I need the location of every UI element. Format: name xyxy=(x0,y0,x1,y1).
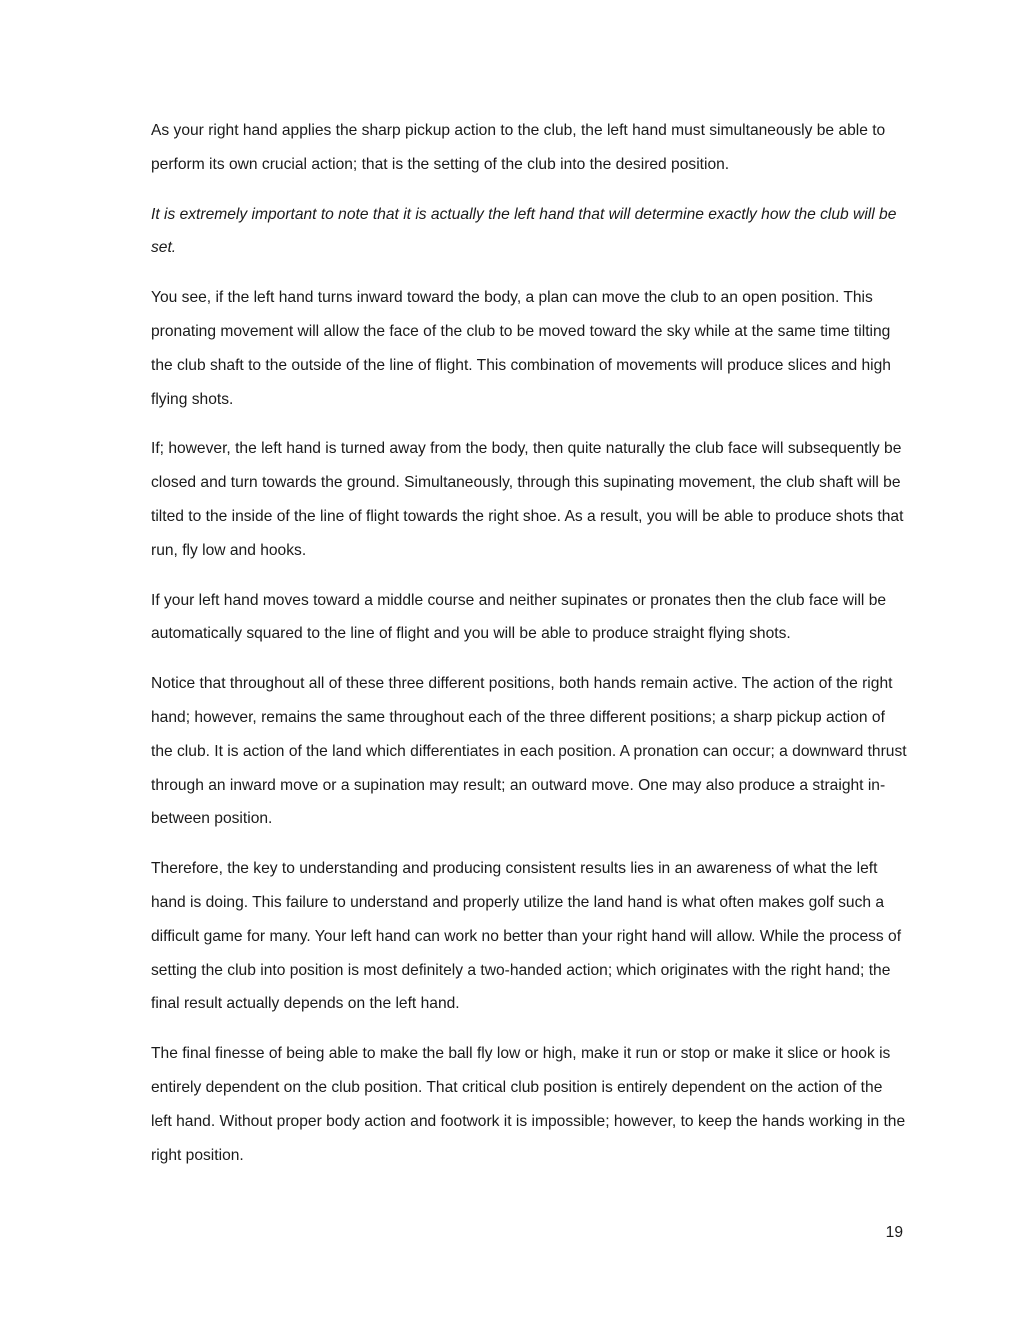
paragraph-6: Notice that throughout all of these three different positions, both hands remain active. The action of the right hand; however, remains the same throughout each of the three different positions; a sharp pickup action of the club. It is action of the land which differentiates in each position. A pronation can occur; a downward thrust through an inward move or a supination may result; an outward move. One may also produce a straight in-between position. xyxy=(151,675,907,828)
paragraph-8: The final finesse of being able to make the ball fly low or high, make it run or stop or make it slice or hook is entirely dependent on the club position. That critical club position is entirely dependent on the action of the left hand. Without proper body action and footwork it is impossible; however, to keep the hands working in the right position. xyxy=(151,1045,906,1164)
paragraph-2-italic-note: It is extremely important to note that it is actually the left hand that will determine exactly how the club will be set. xyxy=(151,205,897,257)
paragraph-4: If; however, the left hand is turned away from the body, then quite naturally the club face will subsequently be closed and turn towards the ground. Simultaneously, through this supinating movement, the club shaft will be tilted to the inside of the line of flight towards the right shoe. As a result, you will be able to produce shots that run, fly low and hooks. xyxy=(151,440,904,559)
paragraph-3: You see, if the left hand turns inward toward the body, a plan can move the club to an open position. This pronating movement will allow the face of the club to be moved toward the sky while at the same time tilting the club shaft to the outside of the line of flight. This combination of movements will produce slices and high flying shots. xyxy=(151,289,891,408)
page-number: 19 xyxy=(885,1224,903,1241)
page-body xyxy=(151,114,907,1188)
paragraph-7: Therefore, the key to understanding and producing consistent results lies in an awareness of what the left hand is doing. This failure to understand and properly utilize the land hand is what often makes golf such a difficult game for many. Your left hand can work no better than your right hand will allow. While the process of setting the club into position is most definitely a two-handed action; which originates with the right hand; the final result actually depends on the left hand. xyxy=(151,860,902,1013)
paragraph-1: As your right hand applies the sharp pickup action to the club, the left hand must simultaneously be able to perform its own crucial action; that is the setting of the club into the desired position. xyxy=(151,122,886,173)
paragraph-5: If your left hand moves toward a middle course and neither supinates or pronates then the club face will be automatically squared to the line of flight and you will be able to produce straight flying shots. xyxy=(151,591,887,643)
